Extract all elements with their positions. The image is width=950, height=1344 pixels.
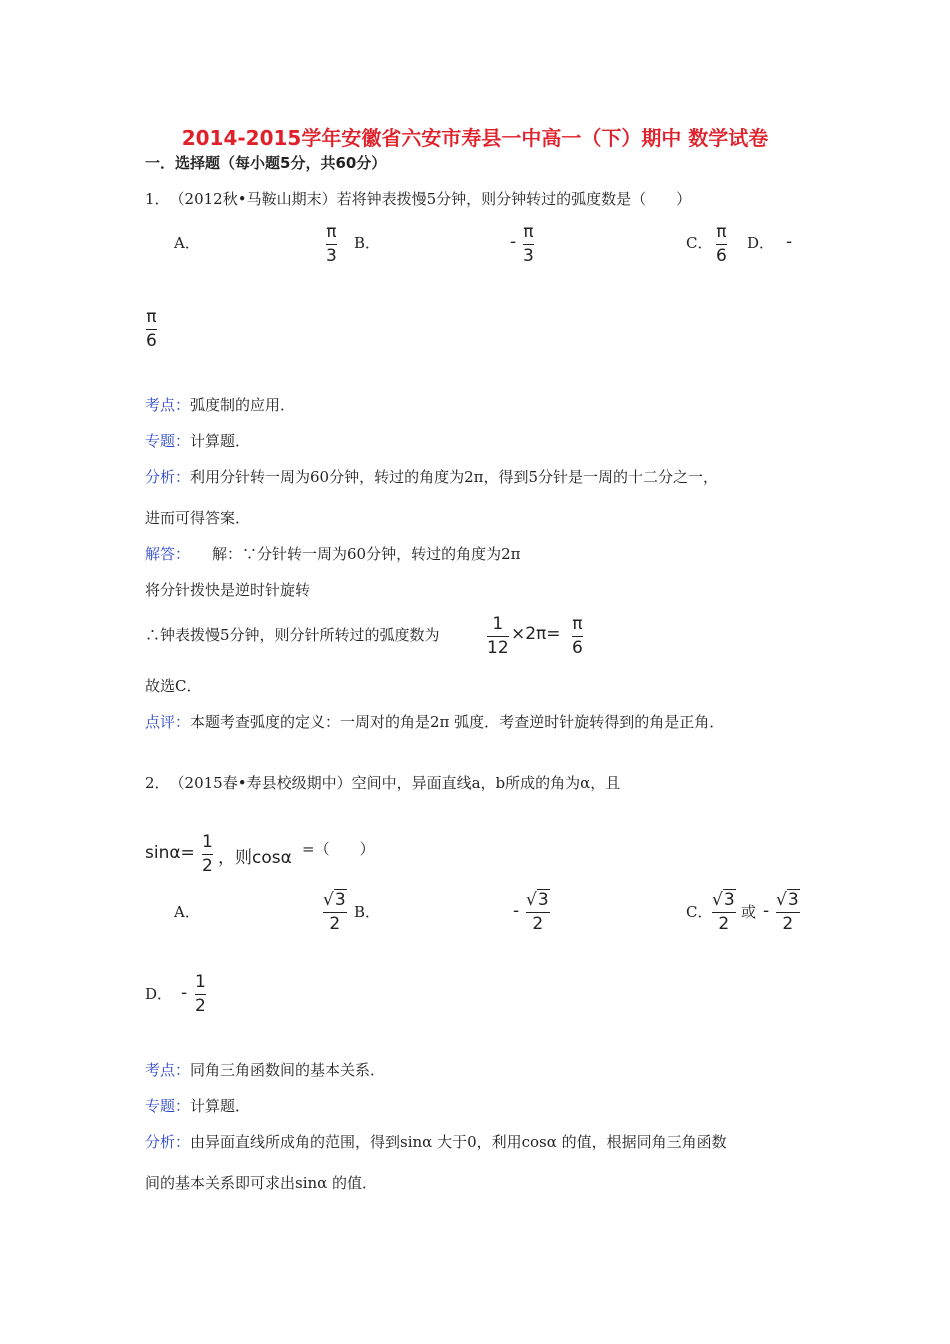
sqrt-icon: √3 [323,890,346,910]
q2-option-b-label: B． [354,903,381,921]
fraction-denominator: 2 [782,914,794,934]
fraction-denominator: 6 [146,331,157,351]
fraction-denominator: 2 [718,914,730,934]
q1-jieda-line3: ∴钟表拨慢5分钟，则分针所转过的弧度数为 [145,626,440,644]
q2-option-b-minus: - [513,901,520,921]
q1-option-a-fraction [326,222,337,267]
fraction-bar [146,329,157,330]
fraction-bar [523,244,534,245]
q2-option-c-minus: - [763,901,770,921]
fraction-bar [776,912,800,913]
q2-cond-sin: sinα= [145,843,195,863]
fraction-bar [487,636,509,637]
fraction-numerator: π [716,222,727,242]
fraction-numerator [323,890,347,911]
fraction-numerator: π [146,307,157,327]
fraction-numerator: π [572,614,583,634]
sqrt-icon: √3 [712,890,735,910]
q1-jieda [145,543,521,564]
q2-option-b-fraction [526,890,550,935]
q1-kaodian [145,394,295,415]
jieda-label: 解答： [145,545,191,563]
fraction-numerator: 1 [492,614,504,634]
q2-option-c-fraction-2 [776,890,800,935]
kaodian-label: 考点： [145,396,191,414]
page-title: 2014-2015学年安徽省六安市寿县一中高一（下）期中 数学试卷 [181,126,769,150]
fraction-denominator: 12 [487,638,509,658]
q1-stem: 1． （2012秋•马鞍山期末）若将钟表拨慢5分钟，则分钟转过的弧度数是（ ） [145,190,692,208]
q1-option-c-fraction [716,222,727,267]
sqrt-icon: √3 [526,890,549,910]
fraction-denominator: 2 [329,914,341,934]
q2-stem: 2． （2015春•寿县校级期中）空间中，异面直线a，b所成的角为α，且 [145,774,621,792]
fraction-denominator: 3 [523,246,534,266]
fraction-numerator [526,890,550,911]
fenxi-label: 分析： [145,1133,191,1151]
q1-option-a-label: A． [174,234,200,252]
fraction-bar [526,912,550,913]
q2-option-a-label: A． [174,903,200,921]
fraction-denominator: 2 [202,856,213,876]
q1-option-d-minus: - [786,232,793,252]
q2-kaodian [145,1059,385,1080]
q1-option-b-label: B． [354,234,381,252]
q1-expr-result [572,614,583,659]
section-heading: 一．选择题（每小题5分，共60分） [145,154,387,172]
q2-fenxi-cont: 间的基本关系即可求出sinα 的值． [145,1174,378,1192]
fraction-bar [326,244,337,245]
dianping-label: 点评： [145,713,191,731]
fraction-numerator [712,890,736,911]
dianping-text: 本题考查弧度的定义：一周对的角是2π 弧度．考查逆时针旋转得到的角是正角． [190,713,725,731]
q1-option-d-fraction [146,307,157,352]
kaodian-text: 弧度制的应用． [190,396,296,414]
fraction-bar [572,636,583,637]
q2-cond-tail: =（ ） [302,840,375,858]
jieda-text: 解：∵分针转一周为60分钟，转过的角度为2π [212,545,521,563]
kaodian-label: 考点： [145,1061,191,1079]
fenxi-text: 由异面直线所成角的范围，得到sinα 大于0，利用cosα 的值，根据同角三角函数 [190,1133,727,1151]
q2-zhuanti [145,1095,250,1116]
zhuanti-text: 计算题． [190,432,251,450]
fraction-bar [716,244,727,245]
q2-option-d-minus: - [181,983,188,1003]
zhuanti-text: 计算题． [190,1097,251,1115]
q1-option-d-label: D． [747,234,775,252]
fenxi-label: 分析： [145,468,191,486]
q1-dianping [145,711,724,732]
zhuanti-label: 专题： [145,1097,191,1115]
q1-expr-times: ×2π= [511,624,561,644]
fraction-bar [712,912,736,913]
fraction-numerator: 1 [202,832,213,852]
fraction-numerator [776,890,800,911]
fraction-denominator: 6 [572,638,583,658]
fraction-bar [195,994,206,995]
fraction-denominator: 2 [195,996,206,1016]
zhuanti-label: 专题： [145,432,191,450]
q1-fenxi-cont: 进而可得答案． [145,509,251,527]
q2-option-c-or: 或 [741,903,757,921]
q1-expr-fraction [487,614,509,659]
fraction-numerator: π [523,222,534,242]
q1-jieda-line4: 故选C． [145,677,202,695]
q1-fenxi [145,466,718,487]
q2-cond-fraction [202,832,213,877]
fraction-denominator: 3 [326,246,337,266]
q2-cond-then: ，则cosα [218,848,292,868]
q2-option-d-label: D． [145,985,173,1003]
fenxi-text: 利用分针转一周为60分钟，转过的角度为2π，得到5分针是一周的十二分之一， [190,468,719,486]
fraction-denominator: 2 [532,914,544,934]
q2-fenxi [145,1131,727,1152]
q2-option-c-fraction-1 [712,890,736,935]
q1-option-b-fraction [523,222,534,267]
q2-option-a-fraction [323,890,347,935]
q2-option-c-label: C． [686,903,713,921]
q2-option-d-fraction [195,972,206,1017]
q1-option-b-minus: - [510,232,517,252]
fraction-bar [323,912,347,913]
q1-zhuanti [145,430,250,451]
fraction-bar [202,854,213,855]
q1-option-c-label: C． [686,234,713,252]
fraction-denominator: 6 [716,246,727,266]
sqrt-icon: √3 [776,890,799,910]
kaodian-text: 同角三角函数间的基本关系． [190,1061,386,1079]
fraction-numerator: 1 [195,972,206,992]
q1-jieda-line2: 将分针拨快是逆时针旋转 [145,581,311,599]
fraction-numerator: π [326,222,337,242]
